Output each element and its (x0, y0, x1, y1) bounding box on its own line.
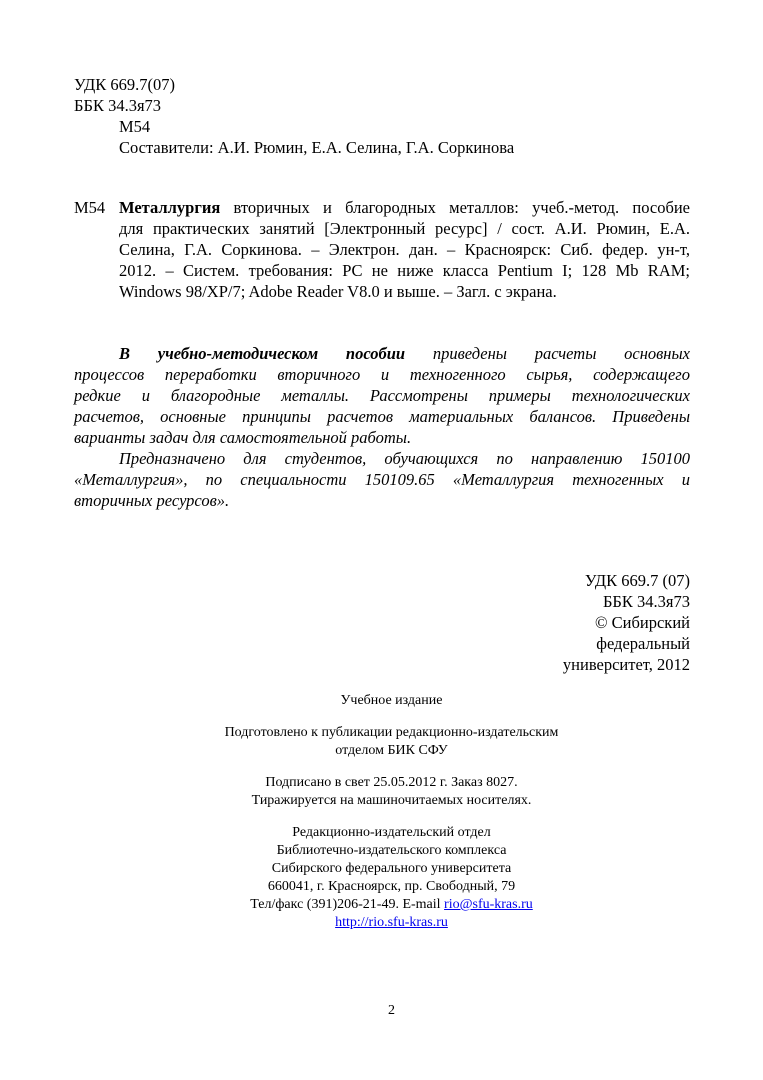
edition-type: Учебное издание (340, 693, 443, 708)
copyright-line-1: © Сибирский (595, 613, 690, 632)
compilers: Составители: А.И. Рюмин, Е.А. Селина, Г.А. Соркинова (119, 138, 515, 157)
biblio-code: М54 (74, 198, 106, 217)
bbk-code: ББК 34.3я73 (74, 96, 162, 115)
udk-code: УДК 669.7(07) (74, 75, 176, 94)
copyright-line-3: университет, 2012 (562, 655, 690, 674)
signed-line: Подписано в свет 25.05.2012 г. Заказ 8027. (265, 775, 518, 790)
biblio-line-3: Селина, Г.А. Соркинова. – Электрон. дан. – Красноярск: Сиб. федер. ун-т, (119, 240, 690, 259)
website-link[interactable]: http://rio.sfu-kras.ru (335, 915, 448, 930)
abstract-paragraph-1: В учебно-методическом пособии приведены расчеты основных процессов переработки вторичного и техногенного сырья, содержащего редкие и благородные металлы. Рассмотрены примеры технологических расчетов, основные принципы расчетов материальных балансов. Приведены варианты задач для самостоятельной работы. (74, 344, 690, 447)
copyright-block (563, 570, 690, 675)
biblio-line-2: для практических занятий [Электронный ресурс] / сост. А.И. Рюмин, Е.А. (119, 219, 690, 238)
dept-line-3: Сибирского федерального университета (271, 861, 512, 876)
bibliographic-record (74, 197, 690, 302)
abstract (74, 343, 690, 511)
copyright-udk: УДК 669.7 (07) (584, 571, 690, 590)
biblio-line-5: Windows 98/XP/7; Adobe Reader V8.0 и выше. – Загл. с экрана. (119, 282, 557, 301)
author-mark: М54 (119, 117, 151, 136)
contact-line: Тел/факс (391)206-21-49. E-mail rio@sfu-kras.ru (250, 897, 533, 912)
copyright-bbk: ББК 34.3я73 (602, 592, 690, 611)
abstract-paragraph-2: Предназначено для студентов, обучающихся по направлению 150100 «Металлургия», по специальности 150109.65 «Металлургия техногенных и вторичных ресурсов». (74, 449, 690, 510)
prepared-line-1: Подготовлено к публикации редакционно-издательским (224, 725, 559, 740)
address-line: 660041, г. Красноярск, пр. Свободный, 79 (267, 879, 516, 894)
website-line (0, 914, 763, 932)
biblio-line-4: 2012. – Систем. требования: PC не ниже класса Pentium I; 128 Mb RAM; (119, 261, 690, 280)
dept-line-1: Редакционно-издательский отдел (292, 825, 491, 840)
copies-line: Тиражируется на машиночитаемых носителях. (251, 793, 532, 808)
header-block (74, 74, 514, 158)
imprint-block (0, 692, 763, 932)
biblio-title: Металлургия (119, 198, 221, 217)
prepared-line-2: отделом БИК СФУ (335, 743, 448, 758)
email-link[interactable]: rio@sfu-kras.ru (444, 897, 533, 912)
biblio-line-1: Металлургия вторичных и благородных металлов: учеб.-метод. пособие (119, 198, 690, 217)
page-number: 2 (388, 1003, 395, 1018)
dept-line-2: Библиотечно-издательского комплекса (276, 843, 507, 858)
abstract-lead: В учебно-методическом пособии (119, 344, 406, 363)
copyright-line-2: федеральный (596, 634, 690, 653)
